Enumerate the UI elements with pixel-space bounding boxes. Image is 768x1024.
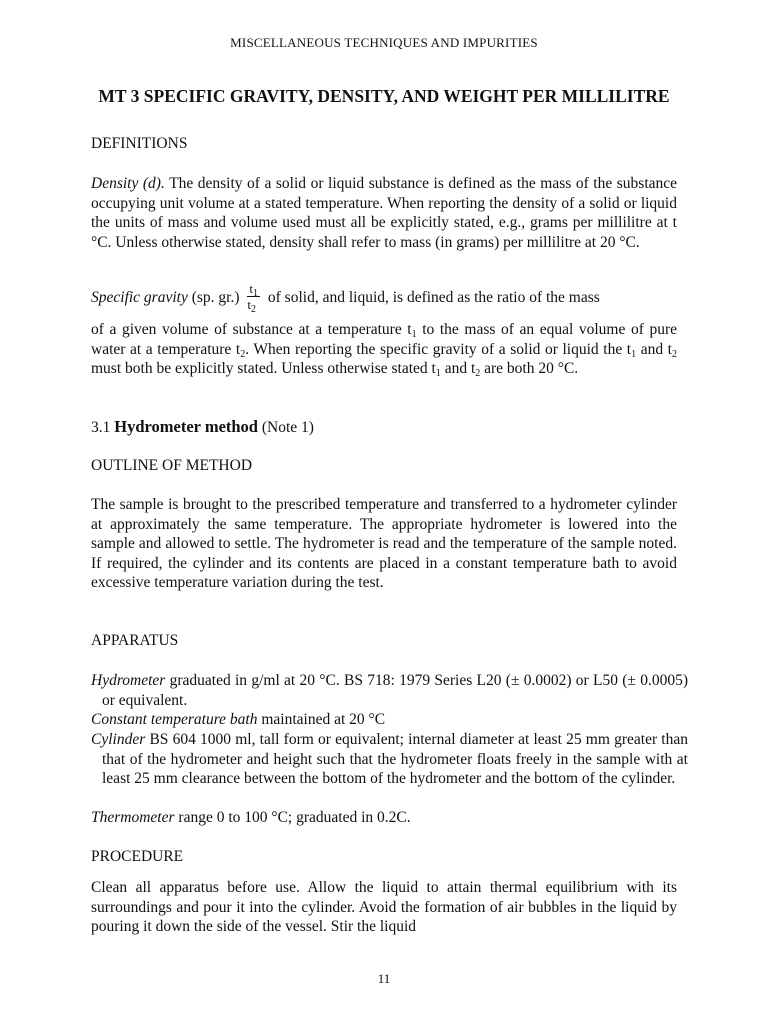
sg-text4: . When reporting the specific gravity of a solid or liquid the t: [245, 340, 632, 358]
subsection-note: (Note 1): [258, 419, 314, 436]
apparatus-item-cylinder: [91, 730, 688, 789]
section-title: MT 3 SPECIFIC GRAVITY, DENSITY, AND WEIGHT PER MILLILITRE: [98, 86, 670, 106]
apparatus-text: BS 604 1000 ml, tall form or equivalent; internal diameter at least 25 mm greater than that of the hydrometer and height such that the hydrometer floats freely in the sample with at least 25 mm clearance between the bottom of the hydrometer and the bottom of the cylinder.: [102, 731, 688, 787]
sg-text3: to the mass of an equal volume of pure water at a temperature t: [91, 321, 678, 358]
sg-sub1: 1: [411, 329, 417, 340]
sg-sub3: 1: [631, 348, 637, 360]
specific-gravity-term: Specific gravity: [91, 289, 188, 307]
apparatus-term: Constant temperature bath: [91, 711, 258, 728]
page-number: 11: [377, 971, 391, 986]
apparatus-item-thermometer: [91, 808, 688, 828]
fraction-denominator: t: [247, 297, 252, 312]
density-paragraph: [91, 174, 677, 252]
apparatus-item-hydrometer: [91, 671, 688, 710]
sg-text8: are both 20 °C.: [480, 360, 579, 377]
apparatus-text: range 0 to 100 °C; graduated in 0.2C.: [174, 809, 411, 826]
density-text: The density of a solid or liquid substance is defined as the mass of the substance occupying unit volume at a stated temperature. When reporting the density of a solid or liquid the units of mass and volume used must all be explicitly stated, e.g., grams per millilitre at t °C. Unless otherwise stated, density shall refer to mass (in grams) per millilitre at 20 °C.: [91, 175, 678, 251]
sg-sub5: 1: [435, 368, 441, 379]
sg-sub2: 2: [240, 348, 246, 360]
subsection-heading: [91, 417, 314, 437]
sg-sub4: 2: [672, 348, 677, 360]
procedure-heading: PROCEDURE: [91, 848, 184, 865]
density-term: Density (d).: [91, 175, 165, 192]
sg-text5: and t: [636, 340, 672, 358]
apparatus-term: Thermometer: [91, 809, 175, 826]
specific-gravity-abbr: (sp. gr.): [187, 289, 244, 307]
apparatus-text: graduated in g/ml at 20 °C. BS 718: 1979 Series L20 (± 0.0002) or L50 (± 0.0005) or equivalent.: [102, 672, 688, 709]
procedure-paragraph: Clean all apparatus before use. Allow the liquid to attain thermal equilibrium with its surroundings and pour it into the cylinder. Avoid the formation of air bubbles in the liquid by pouring it down the side of the vessel. Stir the liquid: [91, 879, 677, 935]
sg-sub6: 2: [475, 368, 481, 379]
apparatus-term: Cylinder: [91, 731, 146, 748]
fraction-numerator: t: [249, 281, 254, 296]
apparatus-heading: APPARATUS: [91, 632, 179, 649]
fraction-denominator-sub: 2: [251, 304, 257, 315]
specific-gravity-line: [91, 283, 677, 314]
subsection-number: 3.1: [91, 419, 115, 436]
running-head: MISCELLANEOUS TECHNIQUES AND IMPURITIES: [230, 35, 538, 50]
temperature-fraction: [247, 281, 260, 315]
subsection-name: Hydrometer method: [114, 417, 258, 436]
sg-text7: and t: [440, 360, 476, 377]
outline-paragraph: The sample is brought to the prescribed temperature and transferred to a hydrometer cylinder at approximately the same temperature. The appropriate hydrometer is lowered into the sample and allowed to settle. The hydrometer is read and the temperature of the sample noted. If required, the cylinder and its contents are placed in a constant temperature bath to avoid excessive temperature variation during the test.: [91, 496, 677, 591]
apparatus-item-bath: [91, 710, 688, 730]
sg-text2: of a given volume of substance at a temperature t: [91, 321, 412, 338]
apparatus-term: Hydrometer: [91, 672, 166, 689]
fraction-numerator-sub: 1: [253, 288, 259, 299]
sg-text6: must both be explicitly stated. Unless otherwise stated t: [91, 360, 436, 377]
specific-gravity-paragraph: [91, 320, 677, 379]
apparatus-text: maintained at 20 °C: [257, 711, 386, 728]
outline-heading: OUTLINE OF METHOD: [91, 457, 253, 474]
definitions-heading: DEFINITIONS: [91, 135, 188, 152]
specific-gravity-text1: of solid, and liquid, is defined as the ratio of the mass: [264, 289, 600, 307]
